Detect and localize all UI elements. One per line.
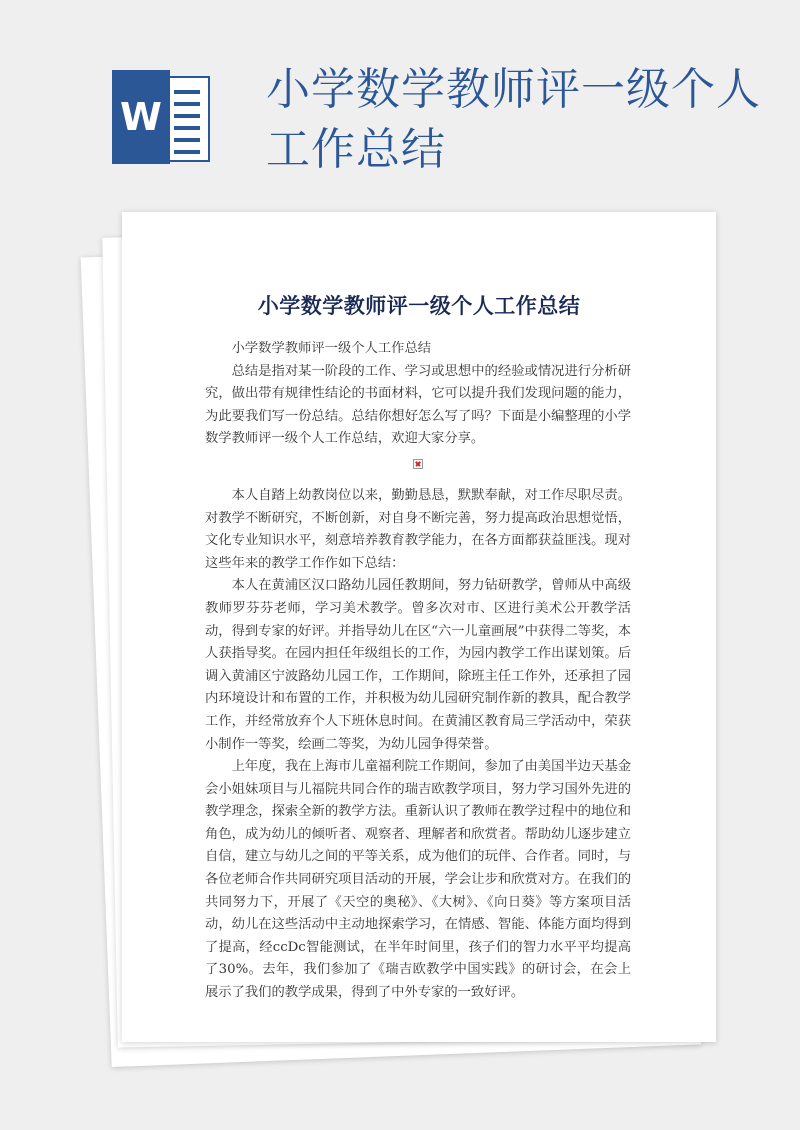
page-title: 小学数学教师评一级个人工作总结 <box>266 64 761 175</box>
text-line-icon <box>174 114 200 118</box>
document-title: 小学数学教师评一级个人工作总结 <box>257 294 581 318</box>
text-line-icon <box>174 126 200 130</box>
text-line-icon <box>174 150 200 154</box>
body-paragraph: 本人自踏上幼教岗位以来，勤勤恳恳，默默奉献，对工作尽职尽责。对教学不断研究，不断创新，对自身不断完善，努力提高政治思想觉悟，文化专业知识水平，刻意培养教育教学能力，在各方面都获益匪浅。现对这些年来的教学工作作如下总结： <box>205 487 631 571</box>
word-document-icon <box>112 70 212 164</box>
document-body <box>205 338 631 1005</box>
broken-image-icon <box>413 459 423 469</box>
text-line-icon <box>174 90 200 94</box>
intro-paragraph: 总结是指对某一阶段的工作、学习或思想中的经验或情况进行分析研究，做出带有规律性结论的书面材料，它可以提升我们发现问题的能力，为此要我们写一份总结。总结你想好怎么写了吗？下面是小编整理的小学数学教师评一级个人工作总结，欢迎大家分享。 <box>205 363 631 447</box>
text-line-icon <box>174 138 200 142</box>
text-line-icon <box>174 102 200 106</box>
body-paragraph: 上年度，我在上海市儿童福利院工作期间，参加了由美国半边天基金会小姐妹项目与儿福院共同合作的瑞吉欧教学项目，努力学习国外先进的教学理念，探索全新的教学方法。重新认识了教师在教学过程中的地位和角色，成为幼儿的倾听者、观察者、理解者和欣赏者。帮助幼儿逐步建立自信，建立与幼儿之间的平等关系，成为他们的玩伴、合作者。同时，与各位老师合作共同研究项目活动的开展，学会让步和欣赏对方。在我们的共同努力下，开展了《天空的奥秘》、《大树》、《向日葵》等方案项目活动，幼儿在这些活动中主动地探索学习，在情感、智能、体能方面均得到了提高，经ccDc智能测试，在半年时间里，孩子们的智力水平平均提高了30%。去年，我们参加了《瑞吉欧教学中国实践》的研讨会，在会上展示了我们的教学成果，得到了中外专家的一致好评。 <box>205 759 631 1001</box>
document-subtitle: 小学数学教师评一级个人工作总结 <box>231 341 432 356</box>
word-logo-badge: W <box>112 70 170 164</box>
body-paragraph: 本人在黄浦区汉口路幼儿园任教期间，努力钻研教学，曾师从中高级教师罗芬芬老师，学习美术教学。曾多次对市、区进行美术公开教学活动，得到专家的好评。并指导幼儿在区“六一儿童画展”中获得二等奖，本人获指导奖。在园内担任年级组长的工作，为园内教学工作出谋划策。后调入黄浦区宁波路幼儿园工作，工作期间，除班主任工作外，还承担了园内环境设计和布置的工作，并积极为幼儿园研究制作新的教具，配合教学工作，并经常放弃个人下班休息时间。在黄浦区教育局三学活动中，荣获小制作一等奖，绘画二等奖，为幼儿园争得荣誉。 <box>205 578 631 752</box>
